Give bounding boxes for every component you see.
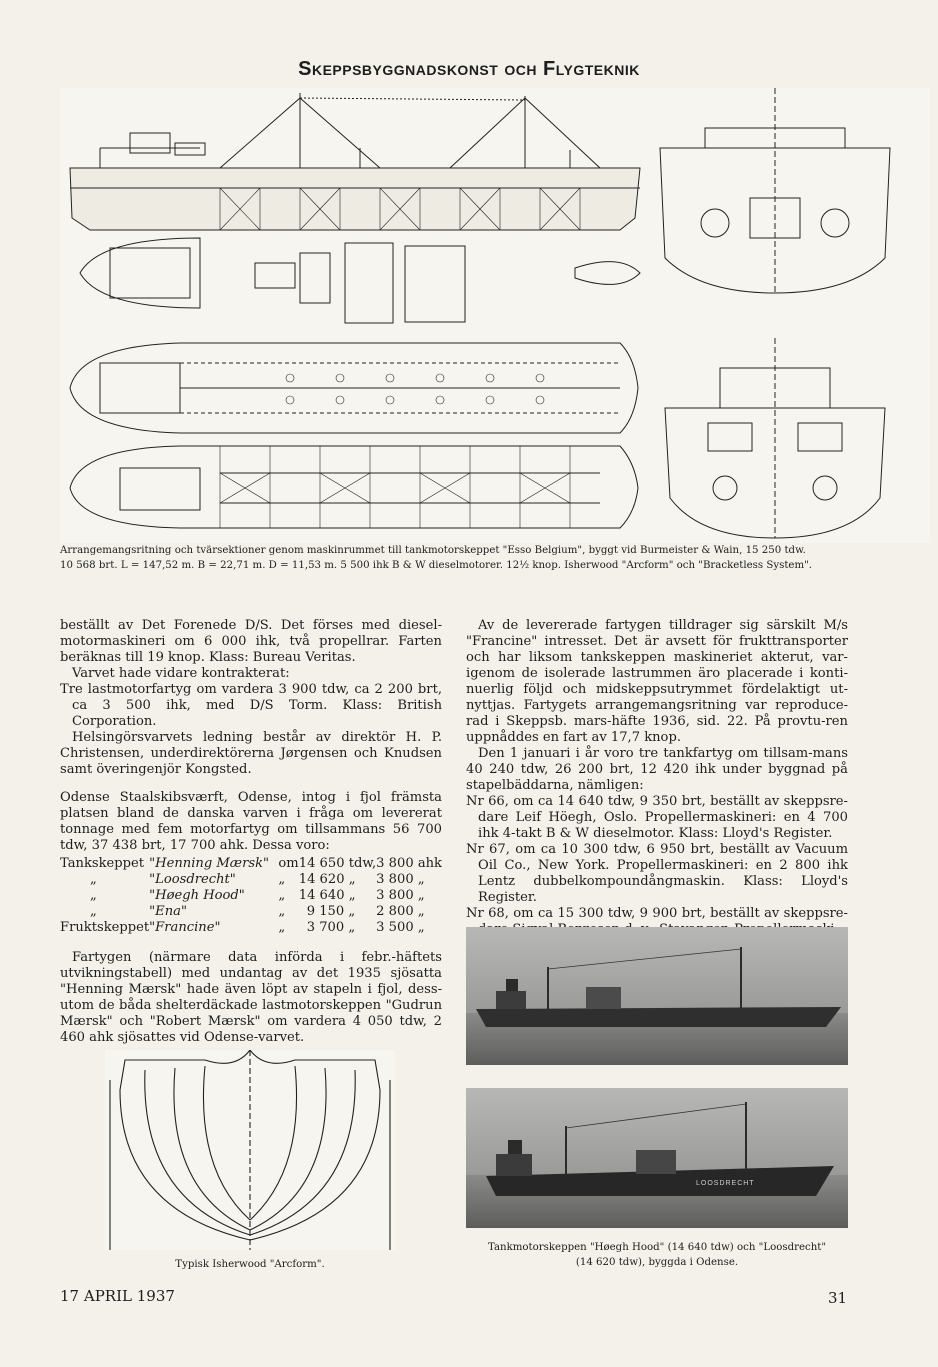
ship-tdw: 14 620	[298, 872, 345, 887]
tank-plan	[70, 446, 638, 528]
table-row	[60, 904, 442, 920]
paragraph: Helsingörsvarvets ledning består av direktör H. P. Christensen, underdirektörerna Jørgensen och Knudsen samt överingenjör Kongsted.	[60, 730, 442, 777]
ditto: „	[417, 888, 425, 903]
ditto: „	[278, 904, 286, 919]
ship-tdw: 9 150	[306, 904, 345, 919]
ship-ahk: 3 800	[376, 872, 414, 887]
ship-name: "Ena"	[149, 904, 187, 919]
ship-tdw-cell	[299, 904, 376, 920]
photo-caption-line-1: Tankmotorskeppen "Høegh Hood" (14 640 tdw) och "Loosdrecht"	[487, 1242, 827, 1253]
paragraph: beställt av Det Forenede D/S. Det förses med diesel-motormaskineri om 6 000 ihk, två propellrar. Farten beräknas till 19 knop. Klass: Bureau Veritas.	[60, 618, 442, 665]
ship-tdw: 14 650 tdw,	[298, 856, 377, 871]
ship-silhouette	[466, 927, 848, 1065]
ship-ahk: 3 800	[376, 888, 414, 903]
ship-ahk: 3 500	[376, 920, 414, 935]
paragraph: Nr 67, om ca 10 300 tdw, 6 950 brt, beställt av Vacuum Oil Co., New York. Propellermaskineri: en 2 800 ihk Lentz dubbelkompoundångmaskin. Klass: Lloyd's Register.	[466, 842, 848, 905]
ship-name-on-hull: LOOSDRECHT	[696, 1180, 755, 1187]
ditto: „	[417, 872, 425, 887]
main-deck-plan	[70, 343, 638, 433]
ship-name: "Høegh Hood"	[149, 888, 245, 903]
ship-ahk-cell	[376, 888, 442, 904]
paragraph: Den 1 januari i år voro tre tankfartyg om tillsam-mans 40 240 tdw, 26 200 brt, 12 420 ihk under byggnad på stapelbäddarna, nämligen:	[466, 746, 848, 793]
ditto: „	[417, 904, 425, 919]
ship-tdw: 14 640	[298, 888, 345, 903]
ditto: „	[348, 904, 356, 919]
profile-view	[70, 93, 640, 230]
ship-type: Tankskeppet	[60, 856, 145, 871]
ditto: „	[278, 888, 286, 903]
arcform-caption: Typisk Isherwood "Arcform".	[175, 1259, 325, 1270]
photo-loosdrecht	[466, 1088, 848, 1228]
ditto: „	[417, 920, 425, 935]
ship-type: Fruktskeppet	[60, 920, 150, 935]
footer-date: 17 APRIL 1937	[60, 1287, 175, 1305]
ship-ahk-cell	[376, 904, 442, 920]
photo-caption-line-2: (14 620 tdw), byggda i Odense.	[575, 1257, 739, 1268]
paragraph: Odense Staalskibsværft, Odense, intog i fjol främsta platsen bland de danska varven i fråga om levererat tonnage med fem motorfartyg om tillsammans 56 700 tdw, 37 438 brt, 17 700 ahk. Dessa voro:	[60, 790, 442, 853]
ship-ahk-cell	[376, 872, 442, 888]
table-row	[60, 888, 442, 904]
ship-ahk-cell	[376, 920, 442, 936]
ship-type: „	[90, 872, 97, 887]
left-column	[60, 618, 442, 1046]
arcform-drawing	[105, 1050, 395, 1250]
ship-tdw-cell	[299, 872, 376, 888]
page-number: 31	[828, 1289, 848, 1307]
photo-caption	[466, 1240, 848, 1270]
ship-arrangement-drawing	[60, 88, 930, 543]
ship-tdw: 3 700	[306, 920, 345, 935]
photo-hoegh-hood	[466, 927, 848, 1065]
upper-deck-plans	[80, 238, 640, 323]
page-title: Skeppsbyggnadskonst och Flygteknik	[298, 58, 640, 80]
ship-name: "Henning Mærsk"	[149, 856, 270, 871]
ship-type: „	[90, 904, 97, 919]
right-column	[466, 618, 848, 938]
ship-name: "Loosdrecht"	[149, 872, 236, 887]
paragraph: Varvet hade vidare kontrakterat:	[72, 666, 290, 681]
ditto: om	[278, 856, 299, 871]
ship-silhouette	[466, 1088, 848, 1228]
ship-name: "Francine"	[149, 920, 221, 935]
paragraph: Fartygen (närmare data införda i febr.-häftets utvikningstabell) med undantag av det 1935 sjösatta "Henning Mærsk" hade även löpt av stapeln i fjol, dess-utom de båda shelterdäckade lastmotorskeppen "Gudrun Mærsk" och "Robert Mærsk" om vardera 4 050 tdw, 2 460 ahk sjösattes vid Odense-varvet.	[60, 950, 442, 1045]
ditto: „	[348, 920, 356, 935]
paragraph: Av de levererade fartygen tilldrager sig särskilt M/s "Francine" intresset. Det är avsett för frukttransporter och har liksom tankskeppen maskineriet akterut, var-igenom de isolerade lastrummen äro placerade i konti-nuerlig följd och midskeppsutrymmet fördelaktigt ut-nyttjas. Fartygets arrangemangsritning var reproduce-rad i Skeppsb. mars-häfte 1936, sid. 22. På provtu-ren uppnåddes en fart av 17,7 knop.	[466, 618, 848, 745]
ditto: „	[348, 872, 356, 887]
top-figure-caption	[60, 543, 930, 573]
ship-ahk: 2 800	[376, 904, 414, 919]
ship-table	[60, 856, 442, 936]
table-row	[60, 872, 442, 888]
table-row	[60, 856, 442, 872]
ditto: „	[278, 920, 286, 935]
ship-ahk: 3 800 ahk	[376, 856, 442, 871]
caption-line-2: 10 568 brt. L = 147,52 m. B = 22,71 m. D = 11,53 m. 5 500 ihk B & W dieselmotorer. 12½ knop. Isherwood "Arcform" och "Bracketless System".	[60, 560, 813, 571]
cross-section-lower	[665, 338, 885, 538]
ditto: „	[278, 872, 286, 887]
paragraph: Nr 68, om ca 15 300 tdw, 9 900 brt, beställt av skeppsre-	[466, 906, 848, 921]
cross-section-upper	[660, 88, 890, 293]
paragraph: Tre lastmotorfartyg om vardera 3 900 tdw, ca 2 200 brt, ca 3 500 ihk, med D/S Torm. Klass: British Corporation.	[60, 682, 442, 729]
ship-tdw-cell	[299, 888, 376, 904]
ship-tdw-cell	[299, 920, 376, 936]
caption-line-1: Arrangemangsritning och tvärsektioner genom maskinrummet till tankmotorskeppet "Esso Belgium", byggt vid Burmeister & Wain, 15 250 tdw.	[60, 545, 806, 556]
table-row	[60, 920, 442, 936]
ship-type: „	[90, 888, 97, 903]
ditto: „	[348, 888, 356, 903]
paragraph: Nr 66, om ca 14 640 tdw, 9 350 brt, beställt av skeppsre-dare Leif Höegh, Oslo. Propellermaskineri: en 4 700 ihk 4-takt B & W dieselmotor. Klass: Lloyd's Register.	[466, 794, 848, 841]
